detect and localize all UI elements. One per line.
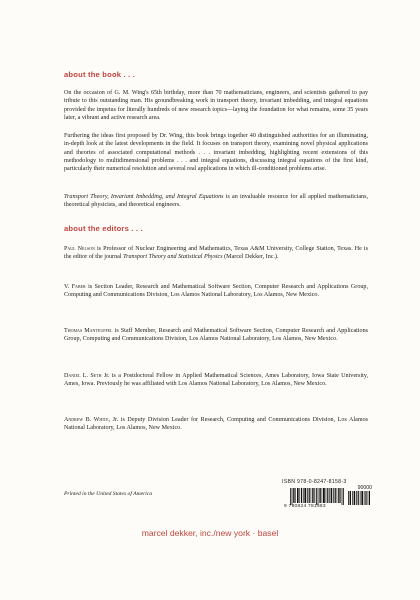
book-paragraph-3 [64, 193, 368, 210]
editor-bio-4 [64, 372, 368, 389]
editor-bio-3 [64, 327, 368, 344]
editor-bio-text: (Marcel Dekker, Inc.). [222, 254, 279, 261]
editor-bio-text: is Professor of Nuclear Engineering and Mathematics, Texas A&M University, College Station, Texas. He is the editor of the journal [64, 246, 368, 261]
barcode-icon [290, 488, 344, 505]
editor-name: V. Faber [64, 284, 86, 290]
editor-bio-1 [64, 245, 368, 262]
editor-name: Daniel L. Seth [64, 373, 102, 379]
barcode-number: 9 780824 781583 [284, 504, 326, 509]
book-paragraph-2 [64, 132, 368, 173]
book-paragraph-1 [64, 89, 368, 122]
editor-bio-text: is Section Leader, Research and Mathematical Software Section, Computer Research and Applications Group, Computing and Communications Division, Los Alamos National Laboratory, Los Alamos, New Mexico. [64, 284, 368, 299]
editor-bio-text: , Jr. is Deputy Division Leader for Research, Computing and Communications Division, Los Alamos National Laboratory, Los Alamos, New Mexico. [64, 417, 369, 432]
publisher-imprint: marcel dekker, inc./new york · basel [141, 528, 279, 538]
isbn-label: ISBN 978-0-8247-8158-3 [282, 479, 347, 485]
printed-in-note: Printed in the United States of America [64, 491, 153, 497]
editor-name: Paul Nelson [64, 246, 95, 252]
book-paragraph-1-text: On the occasion of G. M. Wing's 65th birthday, more than 70 mathematicians, engineers, and scientists gathered to pay tribute to this outstanding man. His groundbreaking work in transport theory, invariant imbedding, and integral equations provided the impetus for literally hundreds of new research topics—laying the foundation for what remains, some 35 years later, a vibrant and active research area. [64, 90, 368, 121]
editor-bio-5 [64, 416, 368, 433]
price-code: 90000 [357, 485, 372, 491]
about-book-heading: about the book . . . [64, 70, 136, 79]
book-paragraph-3-text: is an invaluable resource for all applied mathematicians, theoretical physicists, and theoretical engineers. [64, 194, 369, 209]
editor-bio-text: is Staff Member, Research and Mathematical Software Section, Computer Research and Applications Group, Computing and Communications Division, Los Alamos National Laboratory, Los Alamos, New Mexico. [64, 328, 368, 343]
isbn-barcode-block [282, 479, 372, 511]
editor-name: Andrew B. White [64, 417, 109, 423]
editor-bio-2 [64, 283, 368, 300]
editor-bio-text: Jr. is a Postdoctoral Fellow in Applied Mathematical Sciences, Ames Laboratory, Iowa State University, Ames, Iowa. Previously he was affiliated with Los Alamos National Laboratory, Los Alamos, New Mexico. [64, 373, 368, 388]
editor-name: Thomas Manteuffel [64, 328, 113, 334]
price-barcode-icon [348, 491, 370, 505]
about-editors-heading: about the editors . . . [64, 224, 143, 233]
book-paragraph-2-text: Furthering the ideas first proposed by Dr. Wing, this book brings together 40 distinguished authorities for an illuminating, in-depth look at the latest developments in the field. It focuses on transport theory, examining novel physical applications and theories of associated computational methods . . . invariant imbedding, highlighting recent extensions of this methodology to multidimensional problems . . . and integral equations, discussing integral equations of the first kind, particularly their numerical resolution and several real applications in which ill-conditioned problems arise. [64, 133, 368, 173]
book-title-italic: Transport Theory, Invariant Imbedding, and Integral Equations [64, 194, 224, 200]
journal-title: Transport Theory and Statistical Physics [123, 254, 223, 261]
